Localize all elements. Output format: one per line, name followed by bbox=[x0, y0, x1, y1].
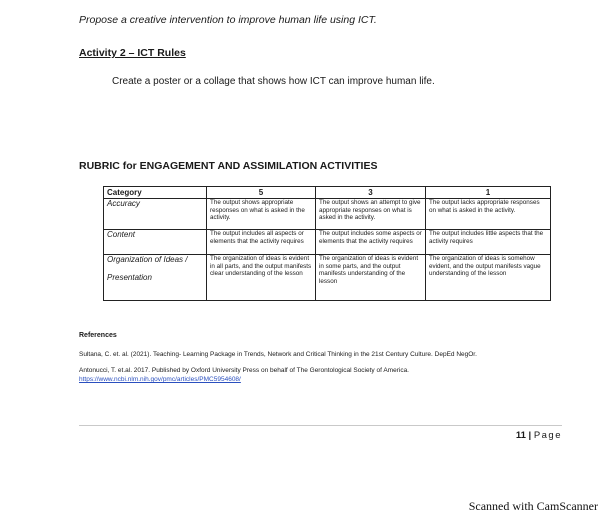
page-number-separator: | bbox=[525, 430, 534, 441]
reference-link[interactable]: https://www.ncbi.nlm.nih.gov/pmc/articles/PMC5954608/ bbox=[79, 376, 241, 383]
rubric-cell: The output shows an attempt to give appropriate responses on what is asked in the activity. bbox=[316, 199, 426, 230]
rubric-cell: The output shows appropriate responses on what is asked in the activity. bbox=[207, 199, 316, 230]
rubric-category-sub: Presentation bbox=[107, 273, 152, 282]
intervention-prompt: Propose a creative intervention to improve human life using ICT. bbox=[79, 14, 377, 26]
rubric-cell: The output includes some aspects or elements that the activity requires bbox=[316, 230, 426, 255]
reference-item: Antonucci, T. et.al. 2017. Published by Oxford University Press on behalf of The Gerontological Society of America. bbox=[79, 367, 409, 374]
rubric-category: Accuracy bbox=[107, 199, 140, 208]
rubric-cell: The output includes little aspects that the activity requires bbox=[426, 230, 551, 255]
rubric-header-score: 3 bbox=[316, 187, 426, 199]
rubric-row bbox=[104, 255, 551, 301]
rubric-header-score: 1 bbox=[426, 187, 551, 199]
rubric-category-cell bbox=[104, 255, 207, 301]
activity-title: Activity 2 – ICT Rules bbox=[79, 47, 186, 59]
page-number bbox=[516, 430, 562, 441]
rubric-category: Content bbox=[107, 230, 136, 239]
camscanner-watermark: Scanned with CamScanner bbox=[468, 499, 598, 513]
page-label: Page bbox=[533, 430, 562, 441]
page-number-value: 11 bbox=[515, 430, 526, 441]
rubric-category-cell bbox=[104, 230, 207, 255]
rubric-cell: The output lacks appropriate responses on what is asked in the activity. bbox=[426, 199, 551, 230]
activity-instruction: Create a poster or a collage that shows how ICT can improve human life. bbox=[112, 76, 435, 87]
rubric-header-score: 5 bbox=[207, 187, 316, 199]
footer-divider bbox=[79, 425, 562, 426]
rubric-table bbox=[103, 186, 551, 301]
rubric-header-row bbox=[104, 187, 551, 199]
rubric-cell: The organization of ideas is evident in all parts, and the output manifests clear understanding of the lesson bbox=[207, 255, 316, 301]
rubric-row bbox=[104, 199, 551, 230]
rubric-header-category: Category bbox=[104, 187, 207, 199]
rubric-cell: The organization of ideas is evident in some parts, and the output manifests understanding of the lesson bbox=[316, 255, 426, 301]
rubric-row bbox=[104, 230, 551, 255]
references-title: References bbox=[79, 332, 117, 339]
rubric-category: Organization of Ideas / bbox=[107, 255, 188, 264]
reference-item: Sultana, C. et. al. (2021). Teaching- Learning Package in Trends, Network and Critical Thinking in the 21st Century Culture. DepEd NegOr. bbox=[79, 351, 477, 358]
rubric-cell: The organization of ideas is somehow evident, and the output manifests vague understanding of the lesson bbox=[426, 255, 551, 301]
rubric-cell: The output includes all aspects or elements that the activity requires bbox=[207, 230, 316, 255]
rubric-category-cell bbox=[104, 199, 207, 230]
rubric-title: RUBRIC for ENGAGEMENT AND ASSIMILATION ACTIVITIES bbox=[79, 160, 378, 172]
